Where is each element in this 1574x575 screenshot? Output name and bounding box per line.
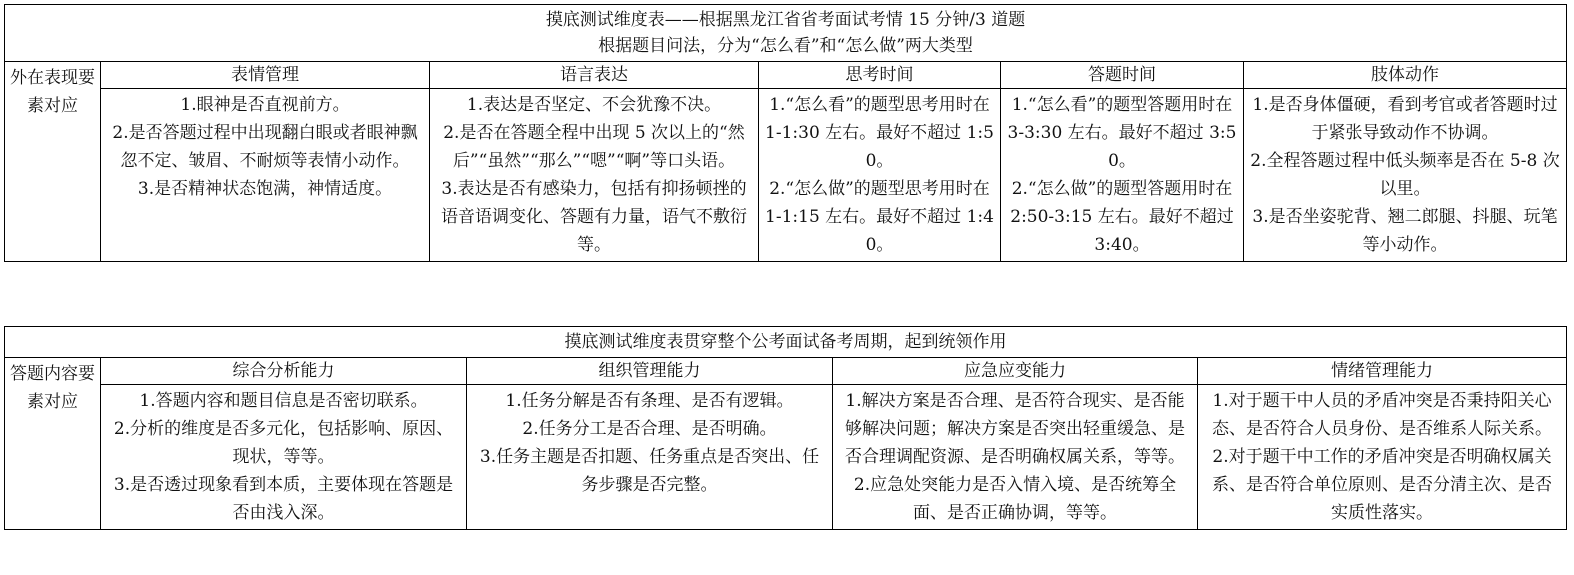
column-header: 应急应变能力 [833, 358, 1198, 385]
criteria-item: 3.是否透过现象看到本质，主要体现在答题是否由浅入深。 [113, 475, 454, 523]
column-header: 思考时间 [759, 62, 1001, 89]
criteria-item: 2.“怎么做”的题型答题用时在 2:50-3:15 左右。最好不超过 3:40。 [1010, 179, 1234, 255]
criteria-item: 1.任务分解是否有条理、是否有逻辑。 [505, 391, 794, 411]
criteria-cell [833, 385, 1198, 530]
column-header: 肢体动作 [1244, 62, 1567, 89]
column-header: 表情管理 [101, 62, 430, 89]
criteria-item: 2.“怎么做”的题型思考用时在 1-1:15 左右。最好不超过 1:40。 [765, 179, 994, 255]
dimension-table-1 [4, 4, 1567, 262]
criteria-item: 2.全程答题过程中低头频率是否在 5-8 次以里。 [1250, 151, 1560, 199]
criteria-cell [467, 385, 833, 530]
criteria-item: 3.任务主题是否扣题、任务重点是否突出、任务步骤是否完整。 [479, 447, 820, 495]
criteria-item: 1.“怎么看”的题型思考用时在 1-1:30 左右。最好不超过 1:50。 [765, 95, 994, 171]
criteria-item: 2.对于题干中工作的矛盾冲突是否明确权属关系、是否符合单位原则、是否分清主次、是否实质性落实。 [1212, 447, 1552, 523]
criteria-item: 2.分析的维度是否多元化，包括影响、原因、现状，等等。 [113, 419, 454, 467]
criteria-item: 1.对于题干中人员的矛盾冲突是否秉持阳关心态、是否符合人员身份、是否维系人际关系。 [1212, 391, 1552, 439]
criteria-item: 1.答题内容和题目信息是否密切联系。 [139, 391, 428, 411]
criteria-cell [101, 89, 430, 262]
title-line-2: 根据题目问法，分为“怎么看”和“怎么做”两大类型 [598, 36, 973, 56]
title-line-1: 摸底测试维度表——根据黑龙江省省考面试考情 15 分钟/3 道题 [545, 10, 1026, 30]
criteria-item: 2.任务分工是否合理、是否明确。 [522, 419, 777, 439]
row-label: 答题内容要素对应 [5, 358, 101, 530]
criteria-item: 3.是否精神状态饱满，神情适度。 [137, 179, 393, 199]
column-header: 情绪管理能力 [1198, 358, 1567, 385]
criteria-item: 1.是否身体僵硬，看到考官或者答题时过于紧张导致动作不协调。 [1252, 95, 1558, 143]
criteria-item: 1.解决方案是否合理、是否符合现实、是否能够解决问题；解决方案是否突出轻重缓急、是否合理调配资源、是否明确权属关系，等等。 [845, 391, 1185, 467]
criteria-item: 2.是否答题过程中出现翻白眼或者眼神飘忽不定、皱眉、不耐烦等表情小动作。 [112, 123, 418, 171]
row-label: 外在表现要素对应 [5, 62, 101, 262]
criteria-item: 1.“怎么看”的题型答题用时在 3-3:30 左右。最好不超过 3:50。 [1007, 95, 1237, 171]
column-header: 答题时间 [1001, 62, 1244, 89]
criteria-cell [1198, 385, 1567, 530]
criteria-item: 2.是否在答题全程中出现 5 次以上的“然后”“虽然”“那么”“嗯”“啊”等口头语。 [443, 123, 745, 171]
table-title [5, 5, 1567, 62]
criteria-item: 2.应急处突能力是否入情入境、是否统筹全面、是否正确协调，等等。 [853, 475, 1177, 523]
criteria-cell [1001, 89, 1244, 262]
criteria-item: 3.表达是否有感染力，包括有抑扬顿挫的语音语调变化、答题有力量，语气不敷衍等。 [441, 179, 747, 255]
column-header: 综合分析能力 [101, 358, 467, 385]
table-title: 摸底测试维度表贯穿整个公考面试备考周期，起到统领作用 [5, 327, 1567, 358]
dimension-table-2 [4, 326, 1567, 530]
column-header: 语言表达 [430, 62, 759, 89]
criteria-cell [101, 385, 467, 530]
criteria-cell [430, 89, 759, 262]
criteria-cell [1244, 89, 1567, 262]
criteria-item: 3.是否坐姿驼背、翘二郎腿、抖腿、玩笔等小动作。 [1252, 207, 1558, 255]
criteria-cell [759, 89, 1001, 262]
column-header: 组织管理能力 [467, 358, 833, 385]
criteria-item: 1.表达是否坚定、不会犹豫不决。 [466, 95, 722, 115]
criteria-item: 1.眼神是否直视前方。 [180, 95, 350, 115]
